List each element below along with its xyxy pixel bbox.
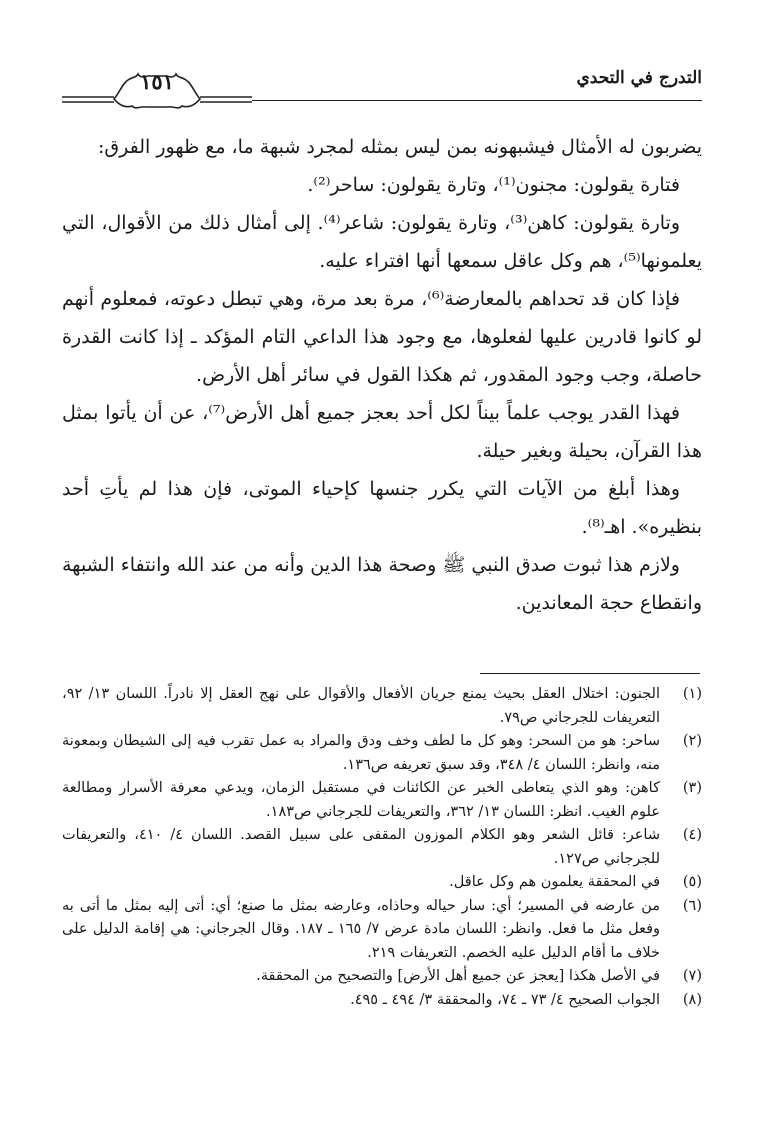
paragraph-6: وهذا أبلغ من الآيات التي يكرر جنسها كإحياء الموتى، فإن هذا لم يأتِ أحد بنظيره». اهـ⁽⁸⁾. <box>62 478 702 538</box>
footnote-text: في الأصل هكذا [يعجز عن جميع أهل الأرض] والتصحيح من المحققة. <box>256 968 660 984</box>
paragraph-7: ولازم هذا ثبوت صدق النبي ﷺ وصحة هذا الدين وأنه من عند الله وانتفاء الشبهة وانقطاع حجة المعاندين. <box>62 554 702 614</box>
footnote-text: الجواب الصحيح ٤/ ٧٣ ـ ٧٤، والمحققة ٣/ ٤٩٤ ـ ٤٩٥. <box>350 991 660 1008</box>
footnote-number: (٢) <box>682 733 702 749</box>
footnote-1 <box>62 683 702 730</box>
paragraph-1: يضربون له الأمثال فيشبهونه بمن ليس بمثله لمجرد شبهة ما، مع ظهور الفرق: <box>97 136 702 158</box>
main-text <box>62 128 702 622</box>
footnote-text: ساحر: هو من السحر: وهو كل ما لطف وخف ودق والمراد به عمل تقرب فيه إلى الشيطان وبمعونة منه، وانظر: اللسان ٤/ ٣٤٨، وقد سبق تعريفه ص١٣٦. <box>62 733 660 773</box>
footnote-number: (٥) <box>682 874 702 890</box>
footnote-text: شاعر: قائل الشعر وهو الكلام الموزون المقفى على سبيل القصد. اللسان ٤/ ٤١٠، والتعريفات للجرجاني ص١٢٧. <box>62 827 660 867</box>
footnote-text: الجنون: اختلال العقل بحيث يمنع جريان الأفعال والأقوال على نهج العقل إلا نادراً. اللسان ١٣/ ٩٢، التعريفات للجرجاني ص٧٩. <box>62 686 660 726</box>
page-header <box>62 62 702 112</box>
footnote-text: من عارضه في المسير؛ أي: سار حياله وحاذاه، وعارضه بمثل ما صنع؛ أي: أتى إليه بمثل ما أتى به وفعل مثل ما فعل. وانظر: اللسان مادة عرض ٧/ ١٦٥ ـ ١٨٧. وقال الجرجاني: هي إقامة الدليل على خلاف ما أقام الدليل عليه الخصم. التعريفات ٢١٩. <box>62 897 661 961</box>
footnote-separator <box>480 673 700 674</box>
footnote-number: (٧) <box>682 968 702 984</box>
footnote-4 <box>62 824 702 871</box>
footnote-7 <box>62 965 702 989</box>
footnotes <box>62 683 702 1012</box>
footnote-text: كاهن: وهو الذي يتعاطى الخبر عن الكائنات في مستقبل الزمان، ويدعي معرفة الأسرار ومطالعة علوم الغيب. انظر: اللسان ١٣/ ٣٦٢، والتعريفات للجرجاني ص١٨٣. <box>62 780 660 820</box>
paragraph-4: فإذا كان قد تحداهم بالمعارضة⁽⁶⁾، مرة بعد مرة، وهي تبطل دعوته، فمعلوم أنهم لو كانوا قادرين عليها لفعلوها، مع وجود هذا الداعي التام المؤكد ـ إذا كانت القدرة حاصلة، وجب وجود المقدور، ثم هكذا القول في سائر أهل الأرض. <box>62 288 702 386</box>
footnote-number: (١) <box>682 686 702 702</box>
footnote-number: (٤) <box>682 827 702 843</box>
footnote-2 <box>62 730 702 777</box>
footnote-3 <box>62 777 702 824</box>
paragraph-3: وتارة يقولون: كاهن⁽³⁾، وتارة يقولون: شاعر⁽⁴⁾. إلى أمثال ذلك من الأقوال، التي يعلمونها⁽⁵⁾، هم وكل عاقل سمعها أنها افتراء عليه. <box>62 212 702 272</box>
footnote-5 <box>62 871 702 895</box>
page-number: ١٥١ <box>140 69 174 94</box>
footnote-number: (٣) <box>682 780 702 796</box>
running-title: التدرج في التحدي <box>576 68 702 88</box>
footnote-text: في المحققة يعلمون هم وكل عاقل. <box>449 874 660 890</box>
page-number-ornament <box>62 62 252 110</box>
paragraph-2: فتارة يقولون: مجنون⁽¹⁾، وتارة يقولون: ساحر⁽²⁾. <box>307 174 680 196</box>
footnote-6 <box>62 895 702 966</box>
paragraph-5: فهذا القدر يوجب علماً بيناً لكل أحد بعجز جميع أهل الأرض⁽⁷⁾، عن أن يأتوا بمثل هذا القرآن، بحيلة وبغير حيلة. <box>62 402 702 462</box>
footnote-8 <box>62 989 702 1013</box>
footnote-number: (٦) <box>682 897 702 914</box>
footnote-number: (٨) <box>682 991 702 1008</box>
